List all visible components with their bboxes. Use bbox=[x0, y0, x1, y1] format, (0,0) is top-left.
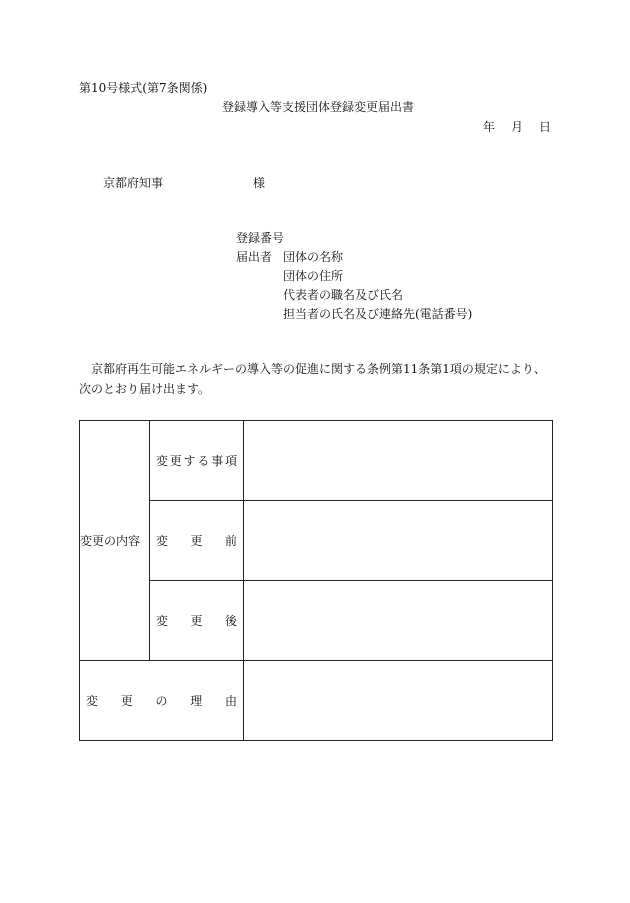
after-label-char: 更 bbox=[190, 614, 203, 628]
date-month: 月 bbox=[511, 120, 524, 134]
applicant-row-representative bbox=[236, 288, 472, 307]
date-line bbox=[483, 120, 551, 134]
reason-label-char: 由 bbox=[224, 694, 237, 708]
date-day: 日 bbox=[539, 120, 552, 134]
applicant-row-org-address bbox=[236, 269, 472, 288]
matter-label-char: す bbox=[183, 454, 196, 468]
reason-value-cell[interactable] bbox=[244, 661, 553, 741]
matter-label-cell bbox=[150, 421, 244, 501]
addressee-name: 京都府知事 bbox=[103, 176, 164, 190]
org-address-label: 団体の住所 bbox=[283, 269, 344, 283]
table-row-reason bbox=[80, 661, 553, 741]
applicant-row-org-name bbox=[236, 250, 472, 269]
form-number: 第10号様式(第7条関係) bbox=[79, 81, 208, 95]
change-table bbox=[79, 420, 553, 741]
notifier-label: 届出者 bbox=[236, 250, 273, 264]
before-label bbox=[150, 532, 243, 549]
matter-label-char: 項 bbox=[224, 454, 237, 468]
change-contents-label: 変更の内容 bbox=[80, 421, 150, 661]
before-value-cell[interactable] bbox=[244, 501, 553, 581]
addressee-honorific: 様 bbox=[253, 176, 266, 190]
date-year: 年 bbox=[483, 120, 496, 134]
after-label-char: 後 bbox=[224, 614, 237, 628]
reason-label-char: 理 bbox=[190, 694, 203, 708]
table-row-before bbox=[80, 501, 553, 581]
reason-label-char: 更 bbox=[120, 694, 133, 708]
matter-value-cell[interactable] bbox=[244, 421, 553, 501]
reason-label-cell bbox=[80, 661, 244, 741]
before-label-char: 変 bbox=[156, 534, 169, 548]
reason-label bbox=[80, 692, 243, 709]
matter-label-char: る bbox=[197, 454, 210, 468]
matter-label-char: 変 bbox=[156, 454, 169, 468]
matter-label-char: 更 bbox=[169, 454, 182, 468]
reason-label-char: の bbox=[155, 694, 168, 708]
before-label-cell bbox=[150, 501, 244, 581]
org-name-label: 団体の名称 bbox=[283, 250, 344, 264]
body-text: 京都府再生可能エネルギーの導入等の促進に関する条例第11条第1項の規定により、次のとおり届け出ます。 bbox=[79, 362, 546, 396]
before-label-char: 前 bbox=[224, 534, 237, 548]
after-label-char: 変 bbox=[156, 614, 169, 628]
registration-number-label: 登録番号 bbox=[236, 231, 285, 245]
reason-label-char: 変 bbox=[86, 694, 99, 708]
matter-label-char: 事 bbox=[211, 454, 224, 468]
table-row-matter bbox=[80, 421, 553, 501]
applicant-row-registration bbox=[236, 231, 472, 250]
applicant-block bbox=[236, 231, 472, 326]
applicant-row-contact bbox=[236, 307, 472, 326]
representative-label: 代表者の職名及び氏名 bbox=[283, 288, 404, 302]
table-row-after bbox=[80, 581, 553, 661]
after-value-cell[interactable] bbox=[244, 581, 553, 661]
contact-label: 担当者の氏名及び連絡先(電話番号) bbox=[283, 307, 473, 321]
document-title: 登録導入等支援団体登録変更届出書 bbox=[222, 100, 415, 114]
after-label bbox=[150, 612, 243, 629]
before-label-char: 更 bbox=[190, 534, 203, 548]
matter-label bbox=[150, 452, 243, 469]
after-label-cell bbox=[150, 581, 244, 661]
